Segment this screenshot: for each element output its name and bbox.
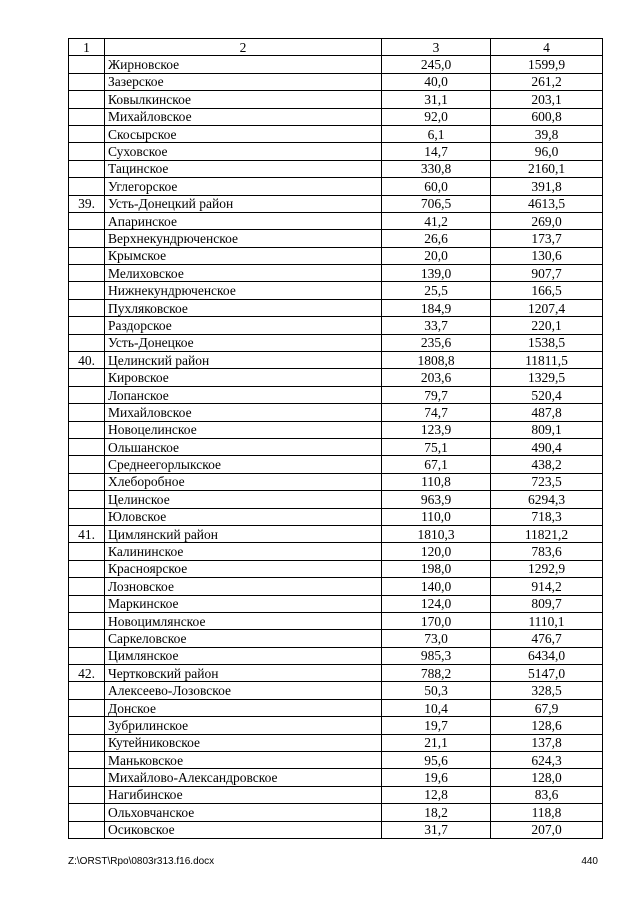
row-name: Чертковский район xyxy=(105,665,382,682)
row-value-col4: 137,8 xyxy=(491,734,603,751)
row-value-col4: 128,6 xyxy=(491,717,603,734)
row-name: Тацинское xyxy=(105,160,382,177)
row-value-col4: 718,3 xyxy=(491,508,603,525)
row-number xyxy=(69,717,105,734)
row-value-col3: 963,9 xyxy=(382,491,491,508)
table-row xyxy=(69,404,603,421)
row-number xyxy=(69,699,105,716)
row-value-col3: 31,1 xyxy=(382,91,491,108)
row-number xyxy=(69,508,105,525)
row-name: Ковылкинское xyxy=(105,91,382,108)
footer-page-number: 440 xyxy=(581,856,598,867)
data-table xyxy=(68,38,603,839)
row-name: Нижнекундрюченское xyxy=(105,282,382,299)
table-row xyxy=(69,630,603,647)
table-row xyxy=(69,473,603,490)
table-row xyxy=(69,734,603,751)
row-number xyxy=(69,473,105,490)
table-row xyxy=(69,421,603,438)
row-value-col3: 26,6 xyxy=(382,230,491,247)
table-row xyxy=(69,265,603,282)
row-value-col3: 60,0 xyxy=(382,178,491,195)
row-value-col3: 788,2 xyxy=(382,665,491,682)
row-value-col3: 1808,8 xyxy=(382,352,491,369)
row-value-col3: 33,7 xyxy=(382,317,491,334)
row-number xyxy=(69,769,105,786)
row-value-col4: 130,6 xyxy=(491,247,603,264)
row-value-col4: 809,1 xyxy=(491,421,603,438)
table-row xyxy=(69,108,603,125)
table-row xyxy=(69,56,603,73)
row-value-col4: 600,8 xyxy=(491,108,603,125)
row-value-col4: 6294,3 xyxy=(491,491,603,508)
row-number: 41. xyxy=(69,525,105,542)
row-value-col4: 328,5 xyxy=(491,682,603,699)
table-row xyxy=(69,230,603,247)
table-row xyxy=(69,299,603,316)
row-value-col3: 706,5 xyxy=(382,195,491,212)
table-row xyxy=(69,612,603,629)
table-row xyxy=(69,178,603,195)
row-name: Цимлянское xyxy=(105,647,382,664)
row-value-col3: 110,8 xyxy=(382,473,491,490)
row-name: Красноярское xyxy=(105,560,382,577)
row-value-col3: 10,4 xyxy=(382,699,491,716)
row-name: Жирновское xyxy=(105,56,382,73)
table-row xyxy=(69,125,603,142)
row-value-col3: 40,0 xyxy=(382,73,491,90)
row-value-col3: 12,8 xyxy=(382,786,491,803)
row-value-col3: 330,8 xyxy=(382,160,491,177)
row-value-col3: 92,0 xyxy=(382,108,491,125)
table-row xyxy=(69,491,603,508)
footer-file-path: Z:\ORST\Rpo\0803r313.f16.docx xyxy=(68,856,215,867)
row-value-col4: 96,0 xyxy=(491,143,603,160)
row-number xyxy=(69,265,105,282)
row-number xyxy=(69,334,105,351)
row-value-col3: 75,1 xyxy=(382,438,491,455)
row-value-col3: 139,0 xyxy=(382,265,491,282)
row-value-col4: 1292,9 xyxy=(491,560,603,577)
row-value-col4: 914,2 xyxy=(491,578,603,595)
row-number xyxy=(69,786,105,803)
row-value-col4: 520,4 xyxy=(491,386,603,403)
row-number xyxy=(69,91,105,108)
row-name: Лопанское xyxy=(105,386,382,403)
row-name: Цимлянский район xyxy=(105,525,382,542)
row-name: Алексеево-Лозовское xyxy=(105,682,382,699)
table-row xyxy=(69,91,603,108)
row-value-col3: 124,0 xyxy=(382,595,491,612)
table-body xyxy=(69,56,603,839)
table-row xyxy=(69,804,603,821)
row-number xyxy=(69,491,105,508)
row-value-col4: 11811,5 xyxy=(491,352,603,369)
row-value-col3: 19,7 xyxy=(382,717,491,734)
row-number xyxy=(69,682,105,699)
row-number: 40. xyxy=(69,352,105,369)
row-value-col3: 21,1 xyxy=(382,734,491,751)
row-value-col4: 220,1 xyxy=(491,317,603,334)
table-row xyxy=(69,647,603,664)
row-value-col3: 245,0 xyxy=(382,56,491,73)
row-value-col3: 170,0 xyxy=(382,612,491,629)
row-value-col4: 5147,0 xyxy=(491,665,603,682)
table-row xyxy=(69,717,603,734)
table-row xyxy=(69,456,603,473)
table-row xyxy=(69,769,603,786)
table-row xyxy=(69,386,603,403)
header-col-1: 1 xyxy=(69,39,105,56)
row-value-col4: 2160,1 xyxy=(491,160,603,177)
row-number xyxy=(69,752,105,769)
row-value-col4: 173,7 xyxy=(491,230,603,247)
row-name: Кировское xyxy=(105,369,382,386)
table-row xyxy=(69,752,603,769)
row-value-col4: 118,8 xyxy=(491,804,603,821)
row-name: Пухляковское xyxy=(105,299,382,316)
row-name: Усть-Донецкий район xyxy=(105,195,382,212)
row-name: Крымское xyxy=(105,247,382,264)
row-value-col4: 269,0 xyxy=(491,212,603,229)
table-row xyxy=(69,699,603,716)
row-name: Калининское xyxy=(105,543,382,560)
row-value-col4: 128,0 xyxy=(491,769,603,786)
row-value-col3: 203,6 xyxy=(382,369,491,386)
row-number xyxy=(69,804,105,821)
row-name: Михайловское xyxy=(105,108,382,125)
row-name: Маркинское xyxy=(105,595,382,612)
row-value-col4: 67,9 xyxy=(491,699,603,716)
row-value-col3: 74,7 xyxy=(382,404,491,421)
header-col-2: 2 xyxy=(105,39,382,56)
row-number xyxy=(69,560,105,577)
row-value-col4: 1329,5 xyxy=(491,369,603,386)
row-name: Мелиховское xyxy=(105,265,382,282)
row-number xyxy=(69,160,105,177)
row-name: Целинский район xyxy=(105,352,382,369)
header-col-3: 3 xyxy=(382,39,491,56)
row-value-col3: 31,7 xyxy=(382,821,491,838)
row-name: Донское xyxy=(105,699,382,716)
row-number xyxy=(69,317,105,334)
row-name: Ольховчанское xyxy=(105,804,382,821)
row-name: Саркеловское xyxy=(105,630,382,647)
row-number: 42. xyxy=(69,665,105,682)
row-value-col4: 6434,0 xyxy=(491,647,603,664)
row-name: Лозновское xyxy=(105,578,382,595)
row-name: Среднеегорлыкское xyxy=(105,456,382,473)
table-row xyxy=(69,438,603,455)
row-value-col4: 487,8 xyxy=(491,404,603,421)
table-row xyxy=(69,543,603,560)
row-number xyxy=(69,647,105,664)
table-row xyxy=(69,195,603,212)
table-row xyxy=(69,352,603,369)
row-name: Усть-Донецкое xyxy=(105,334,382,351)
row-value-col3: 20,0 xyxy=(382,247,491,264)
table-row xyxy=(69,682,603,699)
table-row xyxy=(69,821,603,838)
row-name: Новоцимлянское xyxy=(105,612,382,629)
row-name: Ольшанское xyxy=(105,438,382,455)
row-number xyxy=(69,821,105,838)
row-name: Апаринское xyxy=(105,212,382,229)
row-number xyxy=(69,143,105,160)
table-row xyxy=(69,595,603,612)
row-number xyxy=(69,612,105,629)
row-number xyxy=(69,578,105,595)
table-row xyxy=(69,508,603,525)
row-name: Михайлово-Александровское xyxy=(105,769,382,786)
row-value-col4: 476,7 xyxy=(491,630,603,647)
row-name: Суховское xyxy=(105,143,382,160)
row-value-col3: 123,9 xyxy=(382,421,491,438)
row-name: Зубрилинское xyxy=(105,717,382,734)
table-row xyxy=(69,247,603,264)
row-number: 39. xyxy=(69,195,105,212)
row-number xyxy=(69,108,105,125)
row-value-col4: 261,2 xyxy=(491,73,603,90)
row-number xyxy=(69,282,105,299)
table-row xyxy=(69,369,603,386)
row-value-col3: 14,7 xyxy=(382,143,491,160)
row-value-col3: 25,5 xyxy=(382,282,491,299)
row-number xyxy=(69,456,105,473)
row-value-col4: 1110,1 xyxy=(491,612,603,629)
row-number xyxy=(69,178,105,195)
table-row xyxy=(69,282,603,299)
row-value-col4: 11821,2 xyxy=(491,525,603,542)
row-name: Михайловское xyxy=(105,404,382,421)
row-name: Зазерское xyxy=(105,73,382,90)
row-value-col4: 1538,5 xyxy=(491,334,603,351)
row-value-col3: 198,0 xyxy=(382,560,491,577)
row-value-col4: 391,8 xyxy=(491,178,603,195)
row-value-col3: 1810,3 xyxy=(382,525,491,542)
row-number xyxy=(69,299,105,316)
row-value-col3: 79,7 xyxy=(382,386,491,403)
row-value-col4: 207,0 xyxy=(491,821,603,838)
row-name: Верхнекундрюченское xyxy=(105,230,382,247)
row-value-col4: 1207,4 xyxy=(491,299,603,316)
row-number xyxy=(69,369,105,386)
row-value-col3: 18,2 xyxy=(382,804,491,821)
row-value-col4: 4613,5 xyxy=(491,195,603,212)
table-header-row xyxy=(69,39,603,56)
row-number xyxy=(69,230,105,247)
header-col-4: 4 xyxy=(491,39,603,56)
table-row xyxy=(69,73,603,90)
row-number xyxy=(69,630,105,647)
row-number xyxy=(69,543,105,560)
row-value-col4: 203,1 xyxy=(491,91,603,108)
row-number xyxy=(69,404,105,421)
row-value-col3: 985,3 xyxy=(382,647,491,664)
row-number xyxy=(69,56,105,73)
row-value-col4: 39,8 xyxy=(491,125,603,142)
row-number xyxy=(69,386,105,403)
row-value-col3: 67,1 xyxy=(382,456,491,473)
row-name: Юловское xyxy=(105,508,382,525)
row-name: Новоцелинское xyxy=(105,421,382,438)
row-value-col4: 1599,9 xyxy=(491,56,603,73)
table-row xyxy=(69,578,603,595)
table-row xyxy=(69,525,603,542)
table-row xyxy=(69,334,603,351)
row-value-col4: 438,2 xyxy=(491,456,603,473)
row-value-col4: 490,4 xyxy=(491,438,603,455)
table-row xyxy=(69,143,603,160)
row-name: Углегорское xyxy=(105,178,382,195)
row-number xyxy=(69,734,105,751)
row-value-col4: 907,7 xyxy=(491,265,603,282)
row-value-col3: 140,0 xyxy=(382,578,491,595)
row-name: Скосырское xyxy=(105,125,382,142)
row-number xyxy=(69,247,105,264)
row-value-col3: 19,6 xyxy=(382,769,491,786)
row-number xyxy=(69,595,105,612)
row-value-col4: 809,7 xyxy=(491,595,603,612)
row-number xyxy=(69,73,105,90)
row-number xyxy=(69,125,105,142)
table-row xyxy=(69,665,603,682)
row-value-col4: 723,5 xyxy=(491,473,603,490)
row-name: Раздорское xyxy=(105,317,382,334)
row-value-col4: 83,6 xyxy=(491,786,603,803)
row-value-col3: 73,0 xyxy=(382,630,491,647)
row-name: Хлеборобное xyxy=(105,473,382,490)
table-row xyxy=(69,160,603,177)
table-row xyxy=(69,317,603,334)
row-value-col3: 41,2 xyxy=(382,212,491,229)
row-value-col4: 783,6 xyxy=(491,543,603,560)
row-name: Целинское xyxy=(105,491,382,508)
row-name: Маньковское xyxy=(105,752,382,769)
row-name: Кутейниковское xyxy=(105,734,382,751)
table-row xyxy=(69,560,603,577)
table-row xyxy=(69,786,603,803)
row-value-col3: 95,6 xyxy=(382,752,491,769)
row-name: Нагибинское xyxy=(105,786,382,803)
row-number xyxy=(69,421,105,438)
row-value-col4: 624,3 xyxy=(491,752,603,769)
row-value-col3: 184,9 xyxy=(382,299,491,316)
row-value-col3: 50,3 xyxy=(382,682,491,699)
row-value-col3: 235,6 xyxy=(382,334,491,351)
row-number xyxy=(69,212,105,229)
row-value-col3: 110,0 xyxy=(382,508,491,525)
row-value-col3: 6,1 xyxy=(382,125,491,142)
row-number xyxy=(69,438,105,455)
row-name: Осиковское xyxy=(105,821,382,838)
row-value-col4: 166,5 xyxy=(491,282,603,299)
row-value-col3: 120,0 xyxy=(382,543,491,560)
table-row xyxy=(69,212,603,229)
